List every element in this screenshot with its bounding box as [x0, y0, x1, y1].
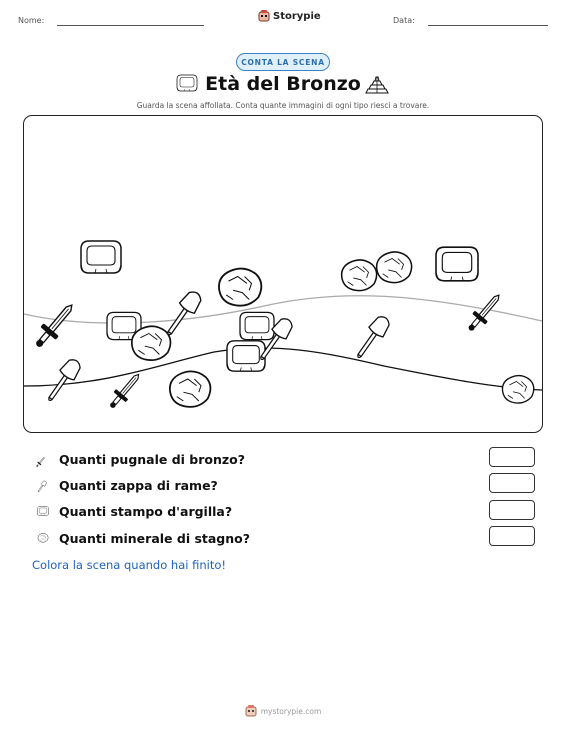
clay-mold-icon — [32, 500, 54, 522]
answer-box-clay-molds[interactable] — [489, 500, 535, 520]
storypie-logo-icon — [258, 10, 270, 22]
brand-name: Storypie — [273, 10, 321, 22]
question-text: Quanti zappa di rame? — [59, 477, 218, 493]
ziggurat-icon — [364, 74, 390, 94]
question-text: Quanti stampo d'argilla? — [59, 503, 233, 519]
question-tin-ore — [32, 527, 250, 549]
tin-ore-3 — [170, 371, 211, 407]
tin-ore-2 — [132, 326, 171, 360]
date-field[interactable] — [428, 25, 548, 26]
question-text: Quanti minerale di stagno? — [59, 530, 250, 546]
name-label: Nome: — [18, 16, 45, 25]
question-clay-molds — [32, 500, 232, 522]
coloring-instruction: Colora la scena quando hai finito! — [32, 558, 226, 572]
footer-url[interactable]: mystorypie.com — [260, 706, 322, 716]
counting-scene[interactable] — [23, 115, 543, 433]
storypie-footer-icon — [245, 705, 257, 717]
answer-box-hoes[interactable] — [489, 473, 535, 493]
clay-mold-5 — [436, 247, 478, 281]
date-label: Data: — [393, 16, 415, 25]
tin-ore-5 — [377, 252, 412, 283]
dagger-2 — [105, 369, 145, 412]
scene-illustration — [24, 116, 542, 432]
dagger-icon — [32, 448, 54, 470]
clay-mold-4 — [227, 341, 265, 371]
ground-line — [24, 348, 542, 390]
clay-mold-1 — [81, 241, 121, 273]
tin-ore-1 — [219, 269, 261, 306]
footer — [0, 705, 566, 717]
answer-box-daggers[interactable] — [489, 447, 535, 467]
question-daggers — [32, 448, 245, 470]
dagger-3 — [463, 290, 505, 336]
hoe-2 — [42, 356, 84, 405]
name-field[interactable] — [57, 25, 204, 26]
answer-box-tin-ore[interactable] — [489, 526, 535, 546]
hoe-4 — [351, 313, 393, 362]
page-title: Età del Bronzo — [205, 73, 361, 95]
tin-ore-4 — [342, 260, 377, 291]
clay-mold-3 — [240, 312, 274, 339]
tin-ore-icon — [32, 527, 54, 549]
question-hoes — [32, 474, 218, 496]
activity-tag: CONTA LA SCENA — [236, 53, 330, 71]
hoe-1 — [161, 288, 205, 340]
dagger-1 — [30, 299, 80, 353]
brand-logo — [258, 10, 321, 22]
instructions: Guarda la scena affollata. Conta quante immagini di ogni tipo riesci a trovare. — [136, 101, 430, 110]
question-text: Quanti pugnale di bronzo? — [59, 451, 246, 467]
hoe-icon — [32, 474, 54, 496]
tin-ore-6 — [502, 376, 533, 403]
